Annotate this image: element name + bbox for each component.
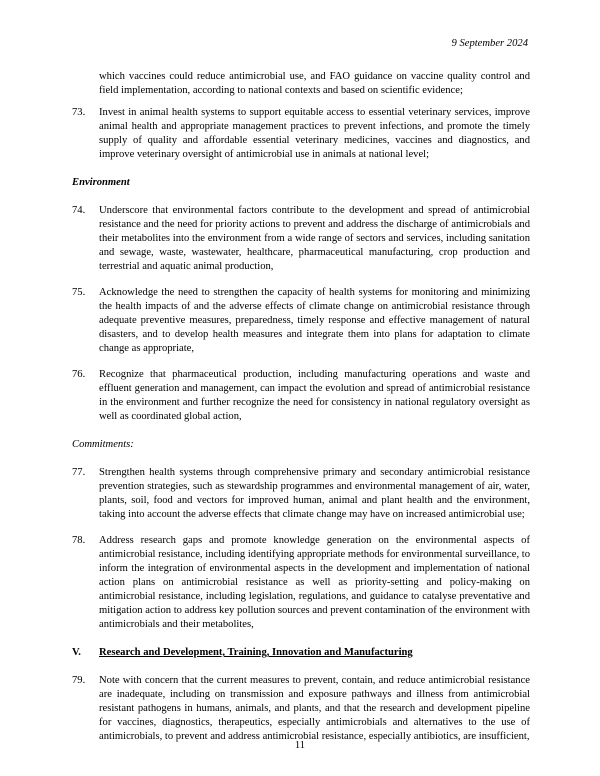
- page-date: 9 September 2024: [451, 38, 528, 49]
- paragraph-73: [72, 106, 530, 162]
- paragraph-number: 76.: [72, 369, 86, 380]
- paragraph-77: [72, 466, 530, 522]
- paragraph-number: 79.: [72, 675, 86, 686]
- paragraph-75: [72, 286, 530, 356]
- document-body: [72, 70, 530, 744]
- paragraph-79: [72, 674, 530, 744]
- section-title: Research and Development, Training, Innovation and Manufacturing: [99, 647, 413, 658]
- paragraph-text: Underscore that environmental factors contribute to the development and spread of antimicrobial resistance and the need for priority actions to prevent and address the discharge of antimicrobials and their metabolites into the environment from a wide range of sectors and services, including sanitation and sewage, waste, wastewater, healthcare, pharmaceutical manufacturing, crop production and terrestrial and aquatic animal production,: [99, 205, 530, 272]
- paragraph-76: [72, 368, 530, 424]
- paragraph-text: Address research gaps and promote knowledge generation on the environmental aspects of antimicrobial resistance, including identifying appropriate methods for environmental surveillance, to inform the integration of environmental aspects in the development and implementation of national action plans on antimicrobial resistance as well as priority-setting and policy-making on antimicrobial resistance, including legislation, regulations, and guidance to catalyse preventative and mitigation action to address key pollution sources and prevent contamination of the environment with antimicrobials and their metabolites,: [99, 535, 531, 630]
- paragraph-text: Recognize that pharmaceutical production, including manufacturing operations and waste and effluent generation and management, can impact the evolution and spread of antimicrobial resistance in the environment and further recognize the need for consistency in national regulatory oversight as well as coordinated global action,: [99, 369, 530, 422]
- paragraph-text: Invest in animal health systems to support equitable access to essential veterinary services, improve animal health and appropriate management practices to prevent infections, and promote the timely supply of quality and affordable essential veterinary medicines, vaccines and diagnostics, and improve veterinary oversight of antimicrobial use in animals at national level;: [99, 107, 530, 160]
- paragraph-number: 73.: [72, 107, 86, 118]
- paragraph-78: [72, 534, 530, 632]
- commitments-heading: Commitments:: [72, 439, 134, 450]
- paragraph-number: 77.: [72, 467, 86, 478]
- paragraph-number: 74.: [72, 205, 86, 216]
- paragraph-text: Note with concern that the current measures to prevent, contain, and reduce antimicrobial resistance are inadequate, including on transmission and exposure pathways and illness from antimicrobial resistant pathogens in humans, animals, and plants, and that the research and development pipeline for vaccines, diagnostics, therapeutics, especially antimicrobials and alternatives to the use of antimicrobials, to prevent and address antimicrobial resistance, especially antibiotics, are insufficient,: [99, 675, 530, 742]
- paragraph-74: [72, 204, 530, 274]
- paragraph-number: 75.: [72, 287, 86, 298]
- environment-heading: Environment: [72, 177, 130, 188]
- paragraph-text: Strengthen health systems through comprehensive primary and secondary antimicrobial resistance prevention strategies, such as stewardship programmes and environmental management of air, water, plants, soil, food and vectors for improved human, animal and plant health and the environment, taking into account the adverse effects that climate change may have on increased antimicrobial use;: [99, 467, 530, 520]
- section-heading: [72, 646, 530, 660]
- page-number: 11: [294, 740, 306, 751]
- continued-paragraph: which vaccines could reduce antimicrobial use, and FAO guidance on vaccine quality control and field implementation, according to national contexts and based on scientific evidence;: [99, 71, 530, 96]
- paragraph-number: 78.: [72, 535, 86, 546]
- section-number: V.: [72, 647, 81, 658]
- paragraph-text: Acknowledge the need to strengthen the capacity of health systems for monitoring and minimizing the health impacts of and the adverse effects of climate change on antimicrobial resistance through adequate preventive measures, preparedness, timely response and effective management of natural disasters, and to develop health measures and integrate them into plans for adaptation to climate change as appropriate,: [99, 287, 530, 354]
